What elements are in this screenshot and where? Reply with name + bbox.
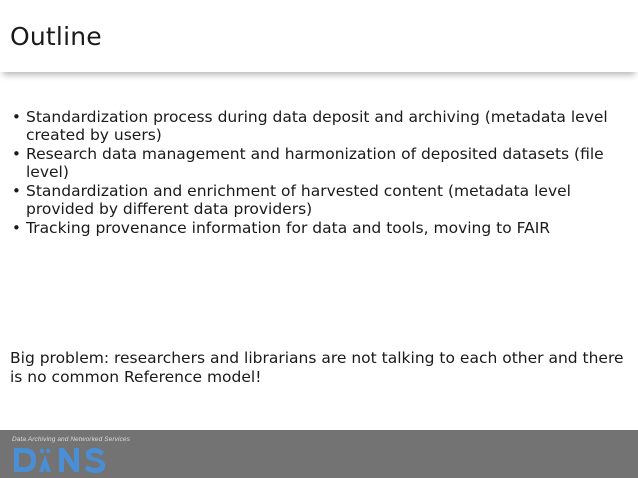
bullet-dot: •	[12, 108, 21, 126]
bullet-item	[12, 145, 622, 181]
footer-caption: Data Archiving and Networked Services	[12, 436, 130, 443]
bullet-dot: •	[12, 145, 21, 163]
bullet-item	[12, 182, 622, 218]
footer-bar	[0, 430, 638, 478]
slide-title: Outline	[10, 22, 102, 51]
bullet-text: Standardization and enrichment of harvested content (metadata level provided by different data providers)	[26, 182, 571, 218]
bullet-item	[12, 108, 622, 144]
problem-statement: Big problem: researchers and librarians are not talking to each other and there is no common Reference model!	[10, 349, 624, 386]
bullet-list	[12, 108, 622, 238]
bullet-text: Tracking provenance information for data and tools, moving to FAIR	[26, 219, 551, 237]
bullet-item	[12, 219, 622, 237]
bullet-dot: •	[12, 182, 21, 200]
bullet-dot: •	[12, 219, 21, 237]
bullet-text: Research data management and harmonization of deposited datasets (file level)	[26, 145, 604, 181]
bullet-text: Standardization process during data deposit and archiving (metadata level created by users)	[26, 108, 608, 144]
dans-logo	[12, 446, 122, 474]
title-bar	[0, 0, 638, 72]
